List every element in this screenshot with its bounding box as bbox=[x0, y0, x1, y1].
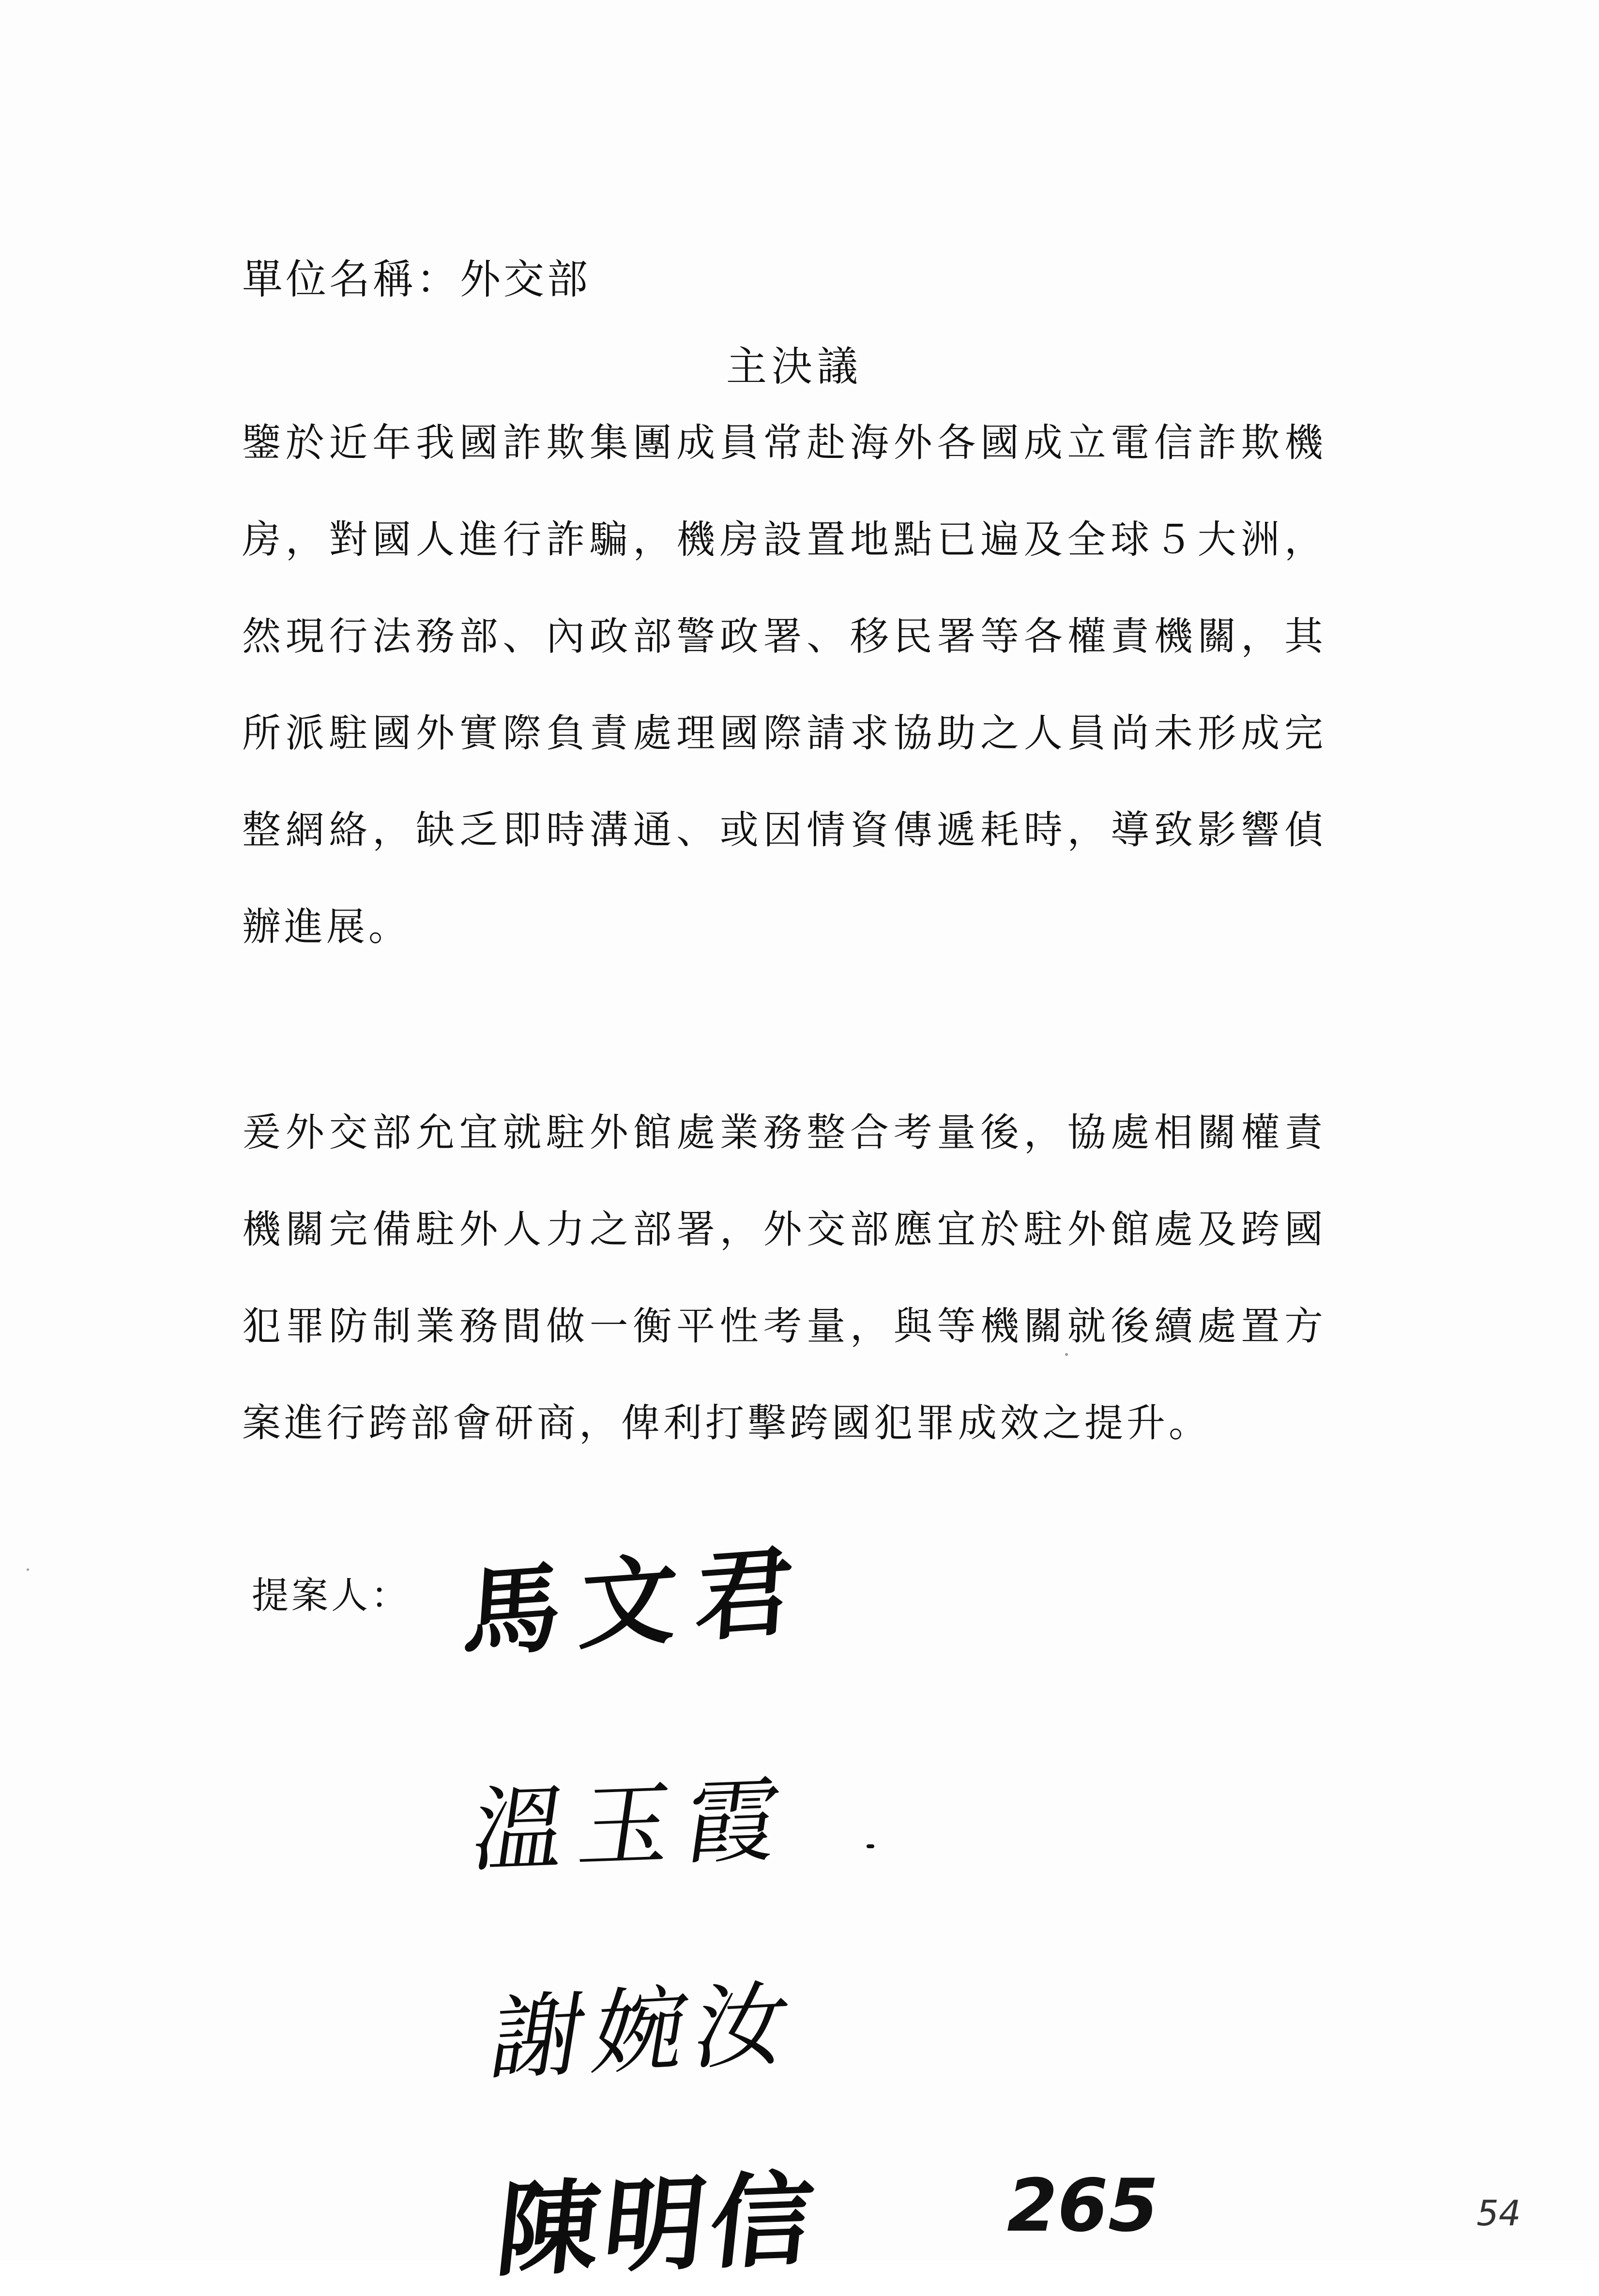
signature-3: 謝婉汝 bbox=[484, 1969, 806, 2094]
document-title: 主決議 bbox=[726, 343, 863, 390]
signature-4-mark: 265 bbox=[1007, 2164, 1159, 2248]
paragraph-1: 鑒於近年我國詐欺集團成員常赴海外各國成立電信詐欺機房，對國人進行詐騙，機房設置地點已遍及全球５大洲，然現行法務部、內政部警政署、移民署等各權責機關，其所派駐國外實際負責處理國際請求協助之人員尚未形成完整網絡，缺乏即時溝通、或因情資傳遞耗時，導致影響偵辦進展。 bbox=[242, 420, 1326, 949]
signature-2-dot bbox=[867, 1844, 874, 1848]
signature-4: 陳明信 bbox=[491, 2160, 823, 2291]
paragraph-2: 爰外交部允宜就駐外館處業務整合考量後，協處相關權責機關完備駐外人力之部署，外交部應宜於駐外館處及跨國犯罪防制業務間做一衡平性考量，與等機關就後續處置方案進行跨部會研商，俾利打擊跨國犯罪成效之提升。 bbox=[242, 1110, 1326, 1445]
page-number: 54 bbox=[1477, 2193, 1521, 2234]
scan-speck bbox=[27, 1568, 29, 1571]
proposer-label: 提案人： bbox=[252, 1574, 411, 1617]
unit-name-line: 單位名稱：外交部 bbox=[242, 256, 591, 303]
scan-speck bbox=[1065, 1353, 1068, 1356]
signature-1: 馬文君 bbox=[460, 1534, 816, 1672]
signature-2: 溫玉霞 bbox=[466, 1766, 800, 1885]
